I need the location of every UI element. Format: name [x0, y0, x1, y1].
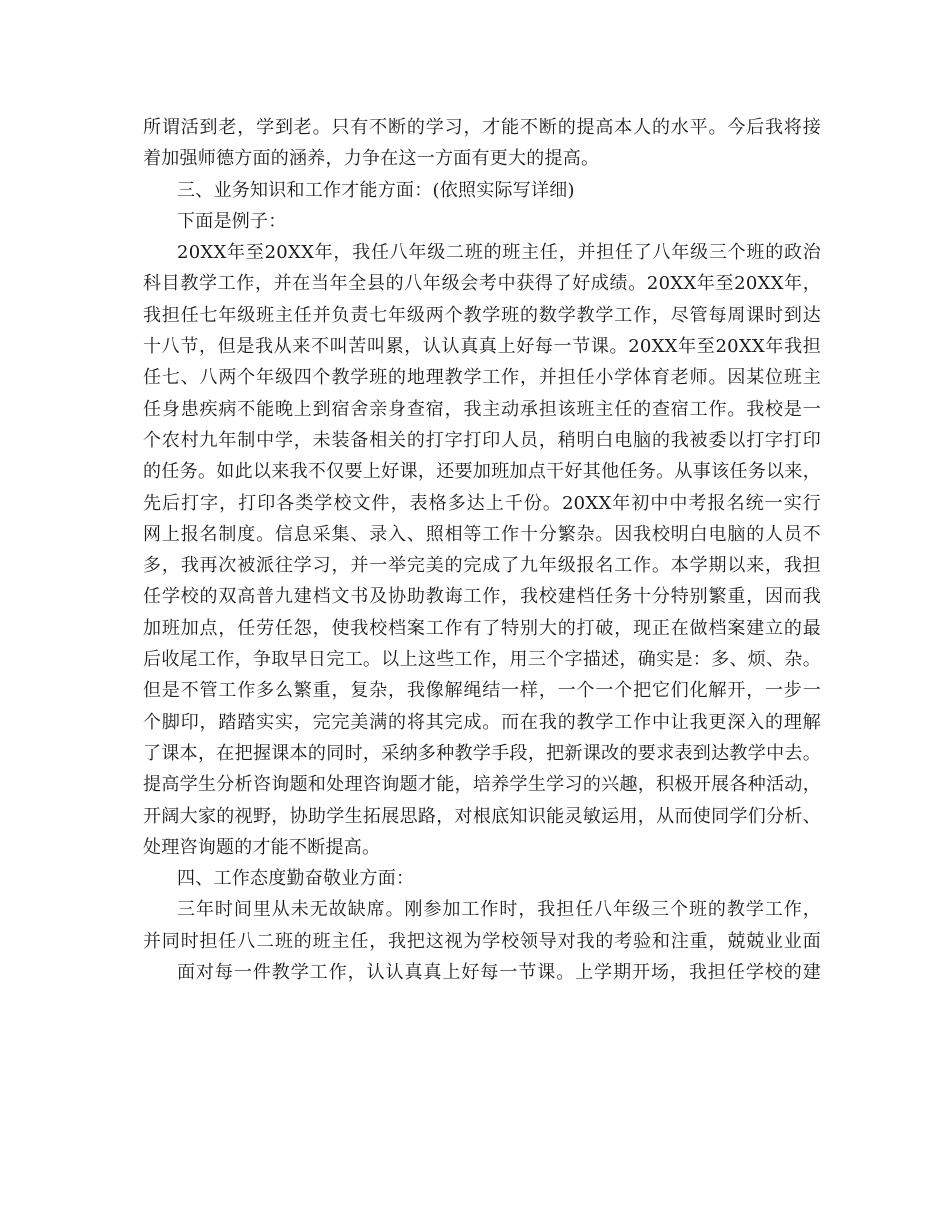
text-line: 四、工作态度勤奋敬业方面： [177, 868, 415, 890]
text-line: 网上报名制度。信息采集、录入、照相等工作十分繁杂。因我校明白电脑的人员不 [143, 523, 821, 545]
text-line: 先后打字，打印各类学校文件，表格多达上千份。20XX年初中中考报名统一实行 [143, 492, 821, 514]
text-line: 任学校的双高普九建档文书及协助教诲工作，我校建档任务十分特别繁重，因而我 [143, 586, 821, 608]
text-line: 后收尾工作，争取早日完工。以上这些工作，用三个字描述，确实是：多、烦、杂。 [143, 649, 821, 671]
text-line: 所谓活到老，学到老。只有不断的学习，才能不断的提高本人的水平。今后我将接 [143, 117, 821, 138]
text-line: 但是不管工作多么繁重，复杂，我像解绳结一样，一个一个把它们化解开，一步一 [143, 680, 821, 702]
text-line: 个农村九年制中学，未装备相关的打字打印人员，稍明白电脑的我被委以打字打印 [143, 429, 821, 451]
text-line: 十八节，但是我从来不叫苦叫累，认认真真上好每一节课。20XX年至20XX年我担 [143, 336, 821, 358]
text-line: 提高学生分析咨询题和处理咨询题才能，培养学生学习的兴趣，积极开展各种活动， [143, 774, 821, 796]
text-line: 面对每一件教学工作，认认真真上好每一节课。上学期开场，我担任学校的建 [177, 962, 821, 984]
text-line: 三、业务知识和工作才能方面：(依照实际写详细) [177, 179, 575, 201]
text-line: 了课本，在把握课本的同时，采纳多种教学手段，把新课改的要求表到达教学中去。 [143, 742, 821, 764]
text-line: 的任务。如此以来我不仅要上好课，还要加班加点干好其他任务。从事该任务以来， [143, 461, 821, 483]
text-line: 任身患疾病不能晚上到宿舍亲身查宿，我主动承担该班主任的查宿工作。我校是一 [143, 398, 821, 420]
text-line: 并同时担任八二班的班主任，我把这视为学校领导对我的考验和注重，兢兢业业面 [143, 930, 821, 952]
text-line: 着加强师德方面的涵养，力争在这一方面有更大的提高。 [143, 148, 600, 170]
text-line: 我担任七年级班主任并负责七年级两个教学班的数学教学工作，尽管每周课时到达 [143, 304, 821, 326]
text-line: 开阔大家的视野，协助学生拓展思路，对根底知识能灵敏运用，从而使同学们分析、 [143, 805, 821, 827]
text-line: 多，我再次被派往学习，并一举完美的完成了九年级报名工作。本学期以来，我担 [143, 555, 821, 577]
text-line: 个脚印，踏踏实实，完完美满的将其完成。而在我的教学工作中让我更深入的理解 [143, 711, 821, 733]
document-body [143, 112, 821, 988]
text-line: 下面是例子： [177, 210, 287, 232]
text-line: 20XX年至20XX年，我任八年级二班的班主任，并担任了八年级三个班的政治 [177, 242, 821, 264]
text-line: 任七、八两个年级四个教学班的地理教学工作，并担任小学体育老师。因某位班主 [143, 367, 821, 389]
text-line: 科目教学工作，并在当年全县的八年级会考中获得了好成绩。20XX年至20XX年， [143, 273, 821, 295]
text-line: 三年时间里从未无故缺席。刚参加工作时，我担任八年级三个班的教学工作， [177, 899, 821, 921]
text-line: 加班加点，任劳任怨，使我校档案工作有了特别大的打破，现正在做档案建立的最 [143, 617, 821, 639]
text-line: 处理咨询题的才能不断提高。 [143, 836, 381, 858]
